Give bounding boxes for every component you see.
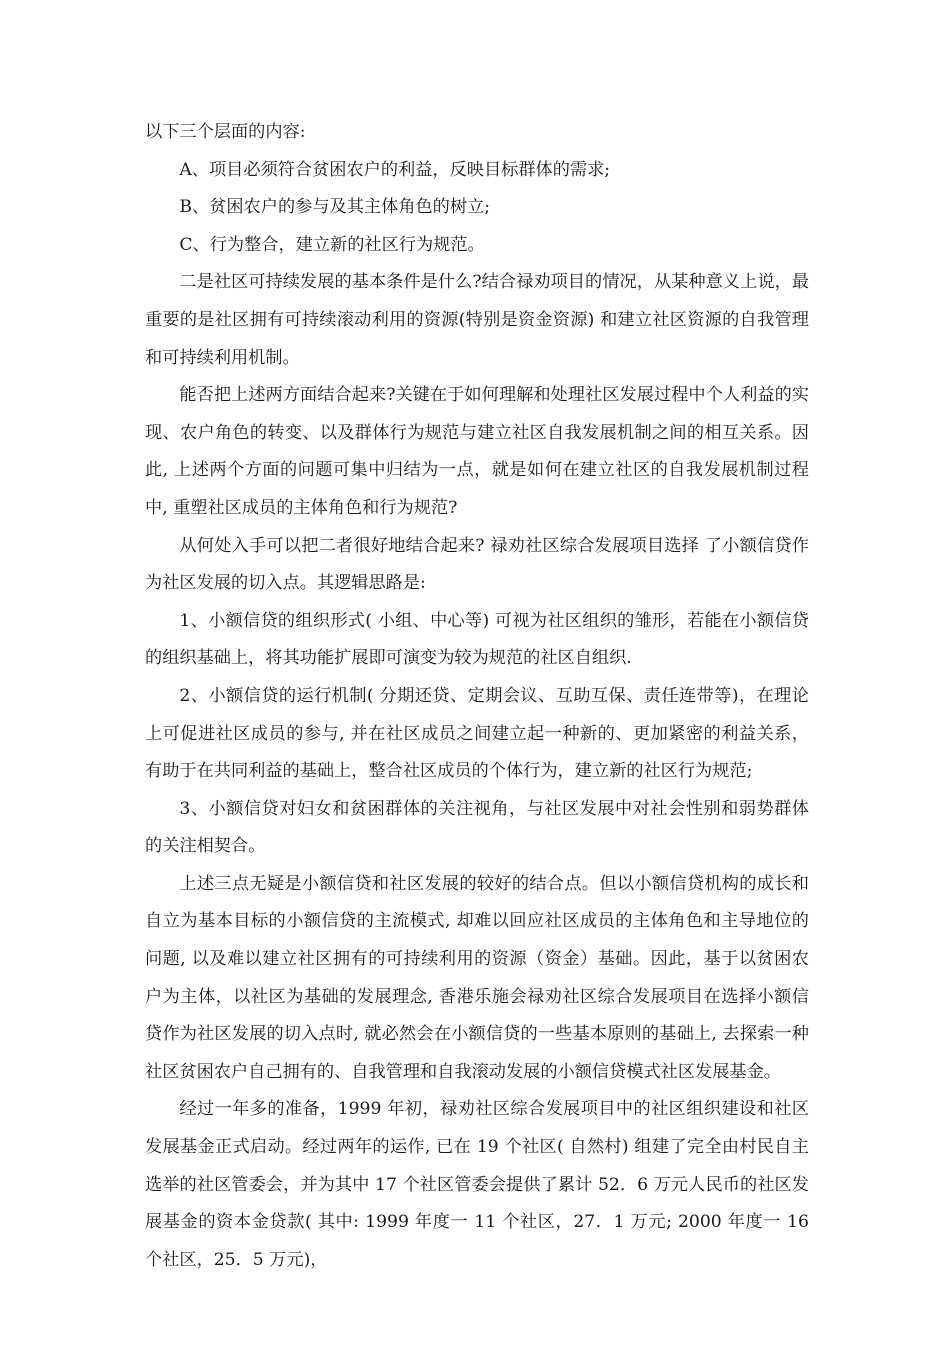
paragraph-point-2: 2、小额信贷的运行机制( 分期还贷、定期会议、互助互保、责任连带等)，在理论上可促进社区成员的参与, 并在社区成员之间建立起一种新的、更加紧密的利益关系，有助于在共同利益的基础上，整合社区成员的个体行为，建立新的社区行为规范;	[145, 685, 809, 782]
paragraph-sustainability-question: 二是社区可持续发展的基本条件是什么?结合禄劝项目的情况，从某种意义上说，最重要的是社区拥有可持续滚动利用的资源(特别是资金资源) 和建立社区资源的自我管理和可持续利用机制。	[145, 272, 809, 368]
paragraph-mainstream-model: 上述三点无疑是小额信贷和社区发展的较好的结合点。但以小额信贷机构的成长和自立为基本目标的小额信贷的主流模式, 却难以回应社区成员的主体角色和主导地位的问题, 以及难以建立社区拥有的可持续利用的资源（资金）基础。因此，基于以贫困农户为主体，以社区为基础的发展理念, 香港乐施会禄劝社区综合发展项目在选择小额信贷作为社区发展的切入点时, 就必然会在小额信贷的一些基本原则的基础上, 去探索一种社区贫困农户自己拥有的、自我管理和自我滚动发展的小额信贷模式社区发展基金。	[145, 873, 809, 1082]
paragraph-item-b: B、贫困农户的参与及其主体角色的树立;	[179, 197, 491, 218]
paragraph-item-a: A、项目必须符合贫困农户的利益，反映目标群体的需求;	[179, 159, 611, 180]
paragraph-item-c: C、行为整合，建立新的社区行为规范。	[179, 234, 485, 255]
paragraph-project-launch: 经过一年多的准备，1999 年初，禄劝社区综合发展项目中的社区组织建设和社区发展基金正式启动。经过两年的运作, 已在 19 个社区( 自然村) 组建了完全由村民自主选举的社区管委会，并为其中 17 个社区管委会提供了累计 52．6 万元人民币的社区发展基金的资本金贷款( 其中: 1999 年度一 11 个社区，27．1 万元; 2000 年度一 16 个社区，25．5 万元)，	[145, 1099, 809, 1270]
document-body	[145, 114, 809, 1279]
paragraph-entry-point: 从何处入手可以把二者很好地结合起来? 禄劝社区综合发展项目选择 了小额信贷作为社区发展的切入点。其逻辑思路是:	[145, 535, 809, 594]
paragraph-intro: 以下三个层面的内容:	[145, 122, 306, 142]
paragraph-point-1: 1、小额信贷的组织形式( 小组、中心等) 可视为社区组织的雏形，若能在小额信贷的组织基础上，将其功能扩展即可演变为较为规范的社区自组织.	[145, 610, 809, 669]
paragraph-point-3: 3、小额信贷对妇女和贫困群体的关注视角，与社区发展中对社会性别和弱势群体的关注相契合。	[145, 798, 809, 857]
paragraph-combination-question: 能否把上述两方面结合起来?关键在于如何理解和处理社区发展过程中个人利益的实现、农户角色的转变、以及群体行为规范与建立社区自我发展机制之间的相互关系。因此, 上述两个方面的问题可集中归结为一点，就是如何在建立社区的自我发展机制过程中, 重塑社区成员的主体角色和行为规范?	[145, 385, 809, 518]
